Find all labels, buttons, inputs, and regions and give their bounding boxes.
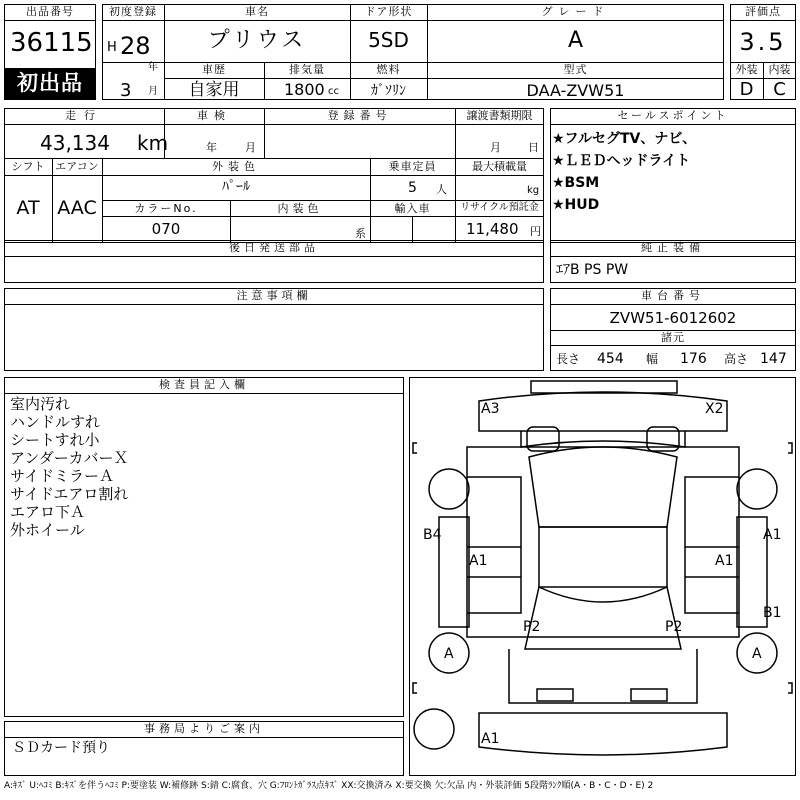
interior-color-unit: 系 xyxy=(355,227,366,240)
length-label: 長さ xyxy=(556,352,581,366)
load-unit: kg xyxy=(527,185,540,196)
history-label: 車歴 xyxy=(202,63,226,76)
displacement-label: 排気量 xyxy=(289,63,325,76)
reg-era: H xyxy=(107,40,117,55)
color-value: ﾊﾟｰﾙ xyxy=(222,179,250,195)
inspection-label: 車検 xyxy=(197,109,231,122)
displacement-value: 1800 xyxy=(284,80,325,99)
sales-point-4: ★HUD xyxy=(552,197,600,213)
mark-left-front-door: A1 xyxy=(469,553,488,569)
transfer-day-unit: 日 xyxy=(528,141,539,154)
model-label: 型式 xyxy=(563,63,588,76)
later-parts-label: 後日発送部品 xyxy=(229,241,319,254)
mileage-label: 走行 xyxy=(65,109,103,122)
mark-front-right: X2 xyxy=(705,401,724,417)
mark-right-front-side: A1 xyxy=(763,527,782,543)
dims-label: 諸元 xyxy=(661,331,685,344)
lot-number: 36115 xyxy=(10,28,93,58)
exterior-grade: D xyxy=(739,79,754,100)
reg-label: 初度登録 xyxy=(109,5,157,18)
width-value: 176 xyxy=(680,351,707,367)
inspector-line-4: アンダーカバーＸ xyxy=(10,449,129,467)
history-value: 自家用 xyxy=(188,80,240,100)
ac-label: エアコン xyxy=(55,160,99,173)
inspector-line-8: 外ホイール xyxy=(10,521,85,539)
load-label: 最大積載量 xyxy=(472,160,527,173)
chassis-label: 車台番号 xyxy=(641,289,705,302)
mileage-value: 43,134 xyxy=(40,131,110,155)
height-label: 高さ xyxy=(724,352,749,366)
mark-right-rear-side: B1 xyxy=(763,605,782,621)
interior-grade: C xyxy=(773,79,786,100)
inspector-line-7: エアロ下Ａ xyxy=(10,503,86,521)
chassis-value: ZVW51-6012602 xyxy=(609,309,737,327)
inspection-year-unit: 年 xyxy=(206,141,217,154)
inspector-line-6: サイドエアロ割れ xyxy=(10,485,129,503)
office-text: ＳＤカード預り xyxy=(12,740,110,756)
sales-point-1: ★フルセグTV、ナビ、 xyxy=(552,131,697,147)
reg-month-unit: 月 xyxy=(148,86,158,97)
inspector-label: 検査員記入欄 xyxy=(159,378,249,391)
sales-point-2: ★ＬＥＤヘッドライト xyxy=(552,153,691,169)
height-value: 147 xyxy=(760,351,787,367)
sales-points-label: セールスポイント xyxy=(617,109,729,122)
color-no-value: 070 xyxy=(151,220,181,238)
mileage-unit: km xyxy=(137,131,169,155)
door-label: ドア形状 xyxy=(364,5,413,18)
ac-value: AAC xyxy=(57,197,97,219)
notes-label: 注意事項欄 xyxy=(236,289,312,302)
model-value: DAA-ZVW51 xyxy=(526,81,625,100)
shift-label: シフト xyxy=(11,160,45,173)
sales-point-3: ★BSM xyxy=(552,175,600,191)
length-value: 454 xyxy=(597,351,624,367)
car-name: プリウス xyxy=(207,28,307,53)
capacity-label: 乗車定員 xyxy=(388,160,437,173)
inspector-line-3: シートすれ小 xyxy=(10,431,100,449)
equipment-value: ｴｱB PS PW xyxy=(556,262,629,278)
grade-value: A xyxy=(567,28,584,53)
car-diagram xyxy=(409,377,796,776)
door-value: 5SD xyxy=(368,28,409,52)
lot-label: 出品番号 xyxy=(26,5,74,18)
recycle-unit: 円 xyxy=(530,225,541,238)
interior-label: 内装 xyxy=(768,63,791,76)
inspector-line-5: サイドミラーＡ xyxy=(10,467,114,485)
displacement-unit: cc xyxy=(328,86,339,97)
inspector-line-1: 室内汚れ xyxy=(10,395,71,413)
width-label: 幅 xyxy=(646,352,659,366)
score-label: 評価点 xyxy=(745,5,781,18)
fuel-label: 燃料 xyxy=(376,63,401,76)
transfer-label: 譲渡書類期限 xyxy=(466,109,533,122)
mark-right-front-door: A1 xyxy=(715,553,734,569)
import-label: 輸入車 xyxy=(394,202,431,215)
shift-value: AT xyxy=(16,197,40,219)
inspector-line-2: ハンドルすれ xyxy=(10,413,101,431)
recycle-value: 11,480 xyxy=(466,220,519,238)
mark-left-wheel: A xyxy=(444,646,454,662)
fuel-value: ｶﾞｿﾘﾝ xyxy=(371,83,406,99)
legend: A:ｷｽﾞ U:ﾍｺﾐ B:ｷｽﾞを伴うﾍｺﾐ P:要塗装 W:補修跡 S:錆 C:腐食、穴 G:ﾌﾛﾝﾄｶﾞﾗｽ点ｷｽﾞ XX:交換済み X:要交換 欠:欠品 内・外装評価 5段階ﾗﾝｸ順(A・B・C・D・E) 2 xyxy=(4,781,654,791)
score-value: 3.5 xyxy=(739,28,787,56)
recycle-label: リサイクル預託金 xyxy=(460,202,539,213)
reg-year-unit: 年 xyxy=(148,62,158,73)
mark-front-left: A3 xyxy=(481,401,500,417)
capacity-unit: 人 xyxy=(436,183,447,196)
interior-color-label: 内装色 xyxy=(277,202,323,215)
regno-label: 登録番号 xyxy=(327,109,392,122)
equipment-label: 純正装備 xyxy=(641,241,705,254)
first-listing-badge: 初出品 xyxy=(5,68,95,99)
exterior-label: 外装 xyxy=(735,63,758,76)
capacity-value: 5 xyxy=(408,180,417,196)
color-label: 外装色 xyxy=(212,160,260,173)
mark-right-rear-door: P2 xyxy=(665,619,683,635)
mark-left-rear-door: P2 xyxy=(523,619,541,635)
grade-label: グレード xyxy=(541,5,610,18)
reg-year: 28 xyxy=(120,32,151,60)
inspection-month-unit: 月 xyxy=(245,141,256,154)
mark-left-rear-side: B4 xyxy=(423,527,442,543)
transfer-month-unit: 月 xyxy=(490,141,501,154)
mark-rear: A1 xyxy=(481,731,500,747)
reg-month: 3 xyxy=(120,80,132,101)
office-label: 事務局よりご案内 xyxy=(144,722,264,735)
mark-right-wheel: A xyxy=(752,646,762,662)
color-no-label: カラーNo. xyxy=(134,202,198,215)
car-name-label: 車名 xyxy=(245,5,269,18)
